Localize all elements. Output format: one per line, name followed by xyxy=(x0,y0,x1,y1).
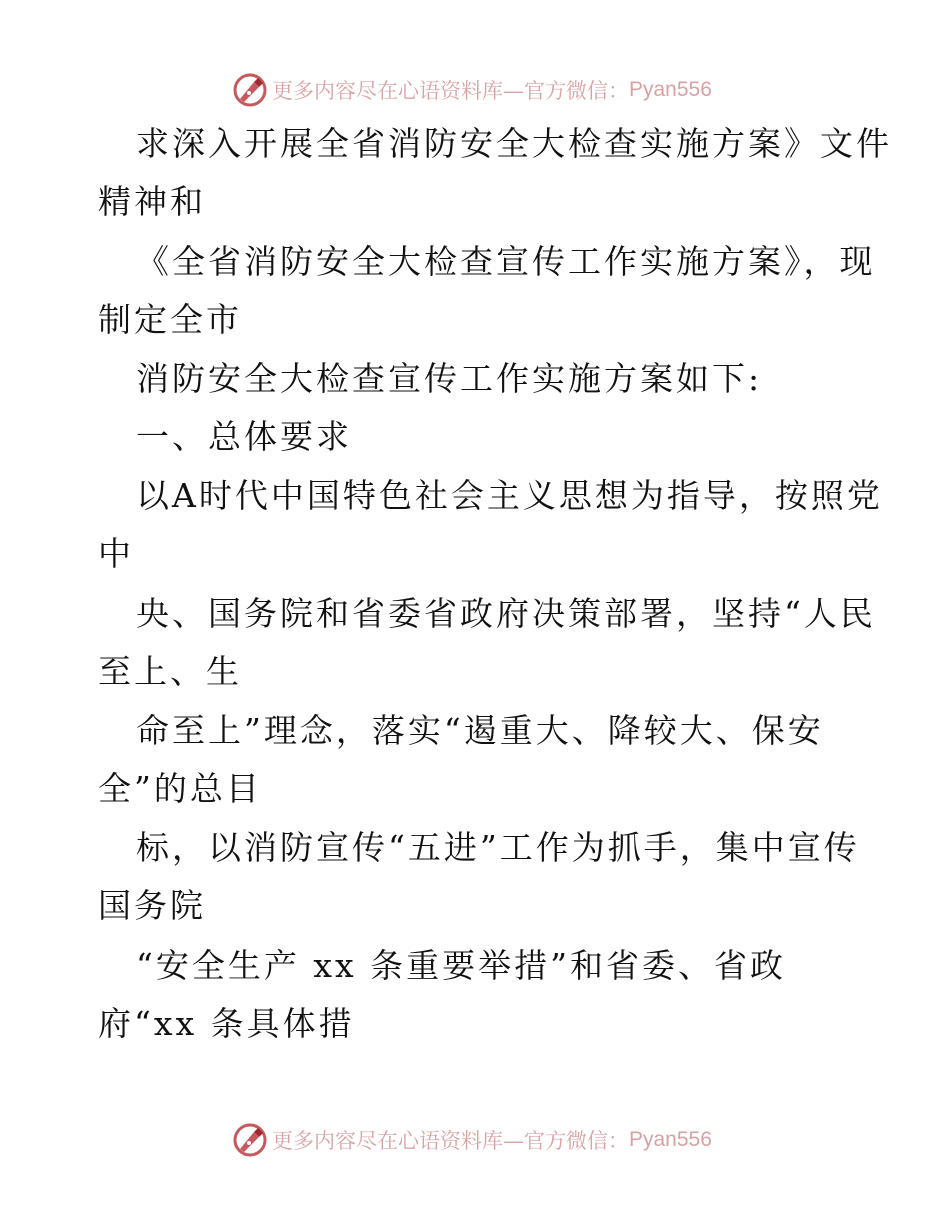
paragraph-line: 国务院 xyxy=(98,886,206,925)
paragraph-line: 央、国务院和省委省政府决策部署，坚持“人民 xyxy=(136,594,876,633)
paragraph-line: 全”的总目 xyxy=(98,769,262,808)
section-heading: 一、总体要求 xyxy=(136,417,352,456)
paragraph-line: 精神和 xyxy=(98,182,206,221)
header-watermark xyxy=(232,70,712,110)
paragraph-line: “安全生产 xx 条重要举措”和省委、省政 xyxy=(136,946,786,985)
watermark-wechat-id: Pyan556 xyxy=(629,1128,712,1151)
watermark-text: 更多内容尽在心语资料库—官方微信： xyxy=(272,1129,629,1153)
pen-nib-logo-icon xyxy=(232,72,268,108)
paragraph-line: 求深入开展全省消防安全大检查实施方案》文件 xyxy=(136,124,892,163)
paragraph-line: 至上、生 xyxy=(98,652,242,691)
paragraph-line: 中 xyxy=(98,534,134,573)
watermark-text: 更多内容尽在心语资料库—官方微信： xyxy=(272,79,629,103)
paragraph-line: 标，以消防宣传“五进”工作为抓手，集中宣传 xyxy=(136,828,860,867)
paragraph-line: 命至上”理念，落实“遏重大、降较大、保安 xyxy=(136,711,824,750)
pen-nib-logo-icon xyxy=(232,1122,268,1158)
paragraph-line: 《全省消防安全大检查宣传工作实施方案》，现 xyxy=(136,242,876,281)
paragraph-line: 府“xx 条具体措 xyxy=(98,1004,355,1043)
paragraph-line: 制定全市 xyxy=(98,300,242,339)
paragraph-line: 消防安全大检查宣传工作实施方案如下: xyxy=(136,359,763,398)
footer-watermark xyxy=(232,1120,712,1160)
watermark-wechat-id: Pyan556 xyxy=(629,78,712,101)
paragraph-line: 以A时代中国特色社会主义思想为指导，按照党 xyxy=(136,476,883,515)
